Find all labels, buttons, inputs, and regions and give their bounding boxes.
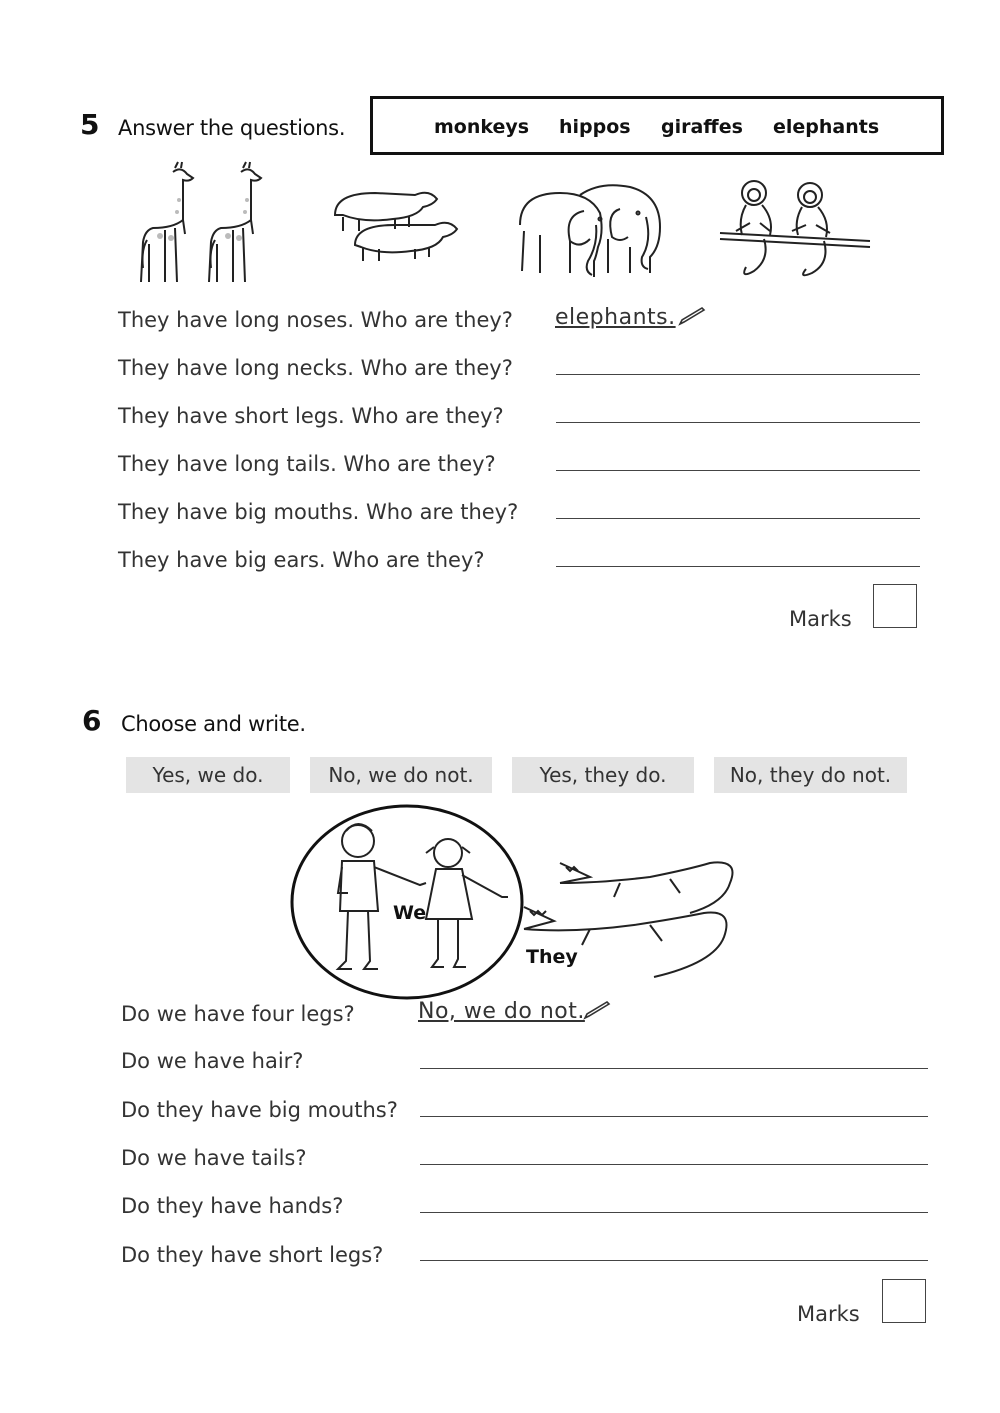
s5-answer-line-4[interactable]	[556, 470, 920, 471]
s5-question-2: They have long necks. Who are they?	[118, 356, 513, 380]
s6-answer-line-5[interactable]	[420, 1212, 928, 1213]
pencil-icon	[678, 308, 706, 326]
pencil-icon	[583, 1002, 611, 1020]
choice-yes-they-do[interactable]: Yes, they do.	[512, 757, 694, 793]
s6-question-6: Do they have short legs?	[121, 1243, 384, 1267]
word-bank-giraffes: giraffes	[661, 116, 743, 138]
giraffes-illustration	[135, 160, 285, 285]
s5-question-3: They have short legs. Who are they?	[118, 404, 504, 428]
s6-marks-box[interactable]	[882, 1279, 926, 1323]
s5-answer-line-6[interactable]	[556, 566, 920, 567]
label-we: We	[393, 902, 427, 924]
choice-no-we-do-not[interactable]: No, we do not.	[310, 757, 492, 793]
section-6-title: Choose and write.	[121, 712, 306, 736]
s6-answer-1: No, we do not.	[418, 999, 585, 1024]
s5-answer-line-5[interactable]	[556, 518, 920, 519]
s5-answer-line-2[interactable]	[556, 374, 920, 375]
monkeys-illustration	[720, 175, 875, 280]
s6-answer-line-2[interactable]	[420, 1068, 928, 1069]
s6-question-5: Do they have hands?	[121, 1194, 344, 1218]
label-they: They	[526, 946, 578, 968]
hippos-illustration	[325, 185, 460, 285]
s5-question-5: They have big mouths. Who are they?	[118, 500, 519, 524]
s6-question-3: Do they have big mouths?	[121, 1098, 398, 1122]
elephants-illustration	[500, 175, 670, 285]
section-6-number: 6	[82, 704, 102, 737]
s6-question-2: Do we have hair?	[121, 1049, 304, 1073]
choice-yes-we-do[interactable]: Yes, we do.	[126, 757, 290, 793]
s5-answer-line-3[interactable]	[556, 422, 920, 423]
s5-question-1: They have long noses. Who are they?	[118, 308, 513, 332]
s6-answer-line-6[interactable]	[420, 1260, 928, 1261]
s5-answer-1: elephants.	[555, 305, 676, 330]
s5-marks-label: Marks	[789, 607, 852, 631]
s6-answer-line-3[interactable]	[420, 1116, 928, 1117]
section-5-title: Answer the questions.	[118, 116, 346, 140]
s5-question-4: They have long tails. Who are they?	[118, 452, 496, 476]
s6-question-4: Do we have tails?	[121, 1146, 307, 1170]
s6-question-1: Do we have four legs?	[121, 1002, 355, 1026]
section-5-number: 5	[80, 108, 100, 141]
s6-marks-label: Marks	[797, 1302, 860, 1326]
word-bank-monkeys: monkeys	[434, 116, 530, 138]
word-bank-box	[370, 96, 944, 155]
choice-no-they-do-not[interactable]: No, they do not.	[714, 757, 907, 793]
word-bank-hippos: hippos	[559, 116, 631, 138]
word-bank-elephants: elephants	[773, 116, 880, 138]
s6-answer-line-4[interactable]	[420, 1164, 928, 1165]
s5-question-6: They have big ears. Who are they?	[118, 548, 485, 572]
s5-marks-box[interactable]	[873, 584, 917, 628]
